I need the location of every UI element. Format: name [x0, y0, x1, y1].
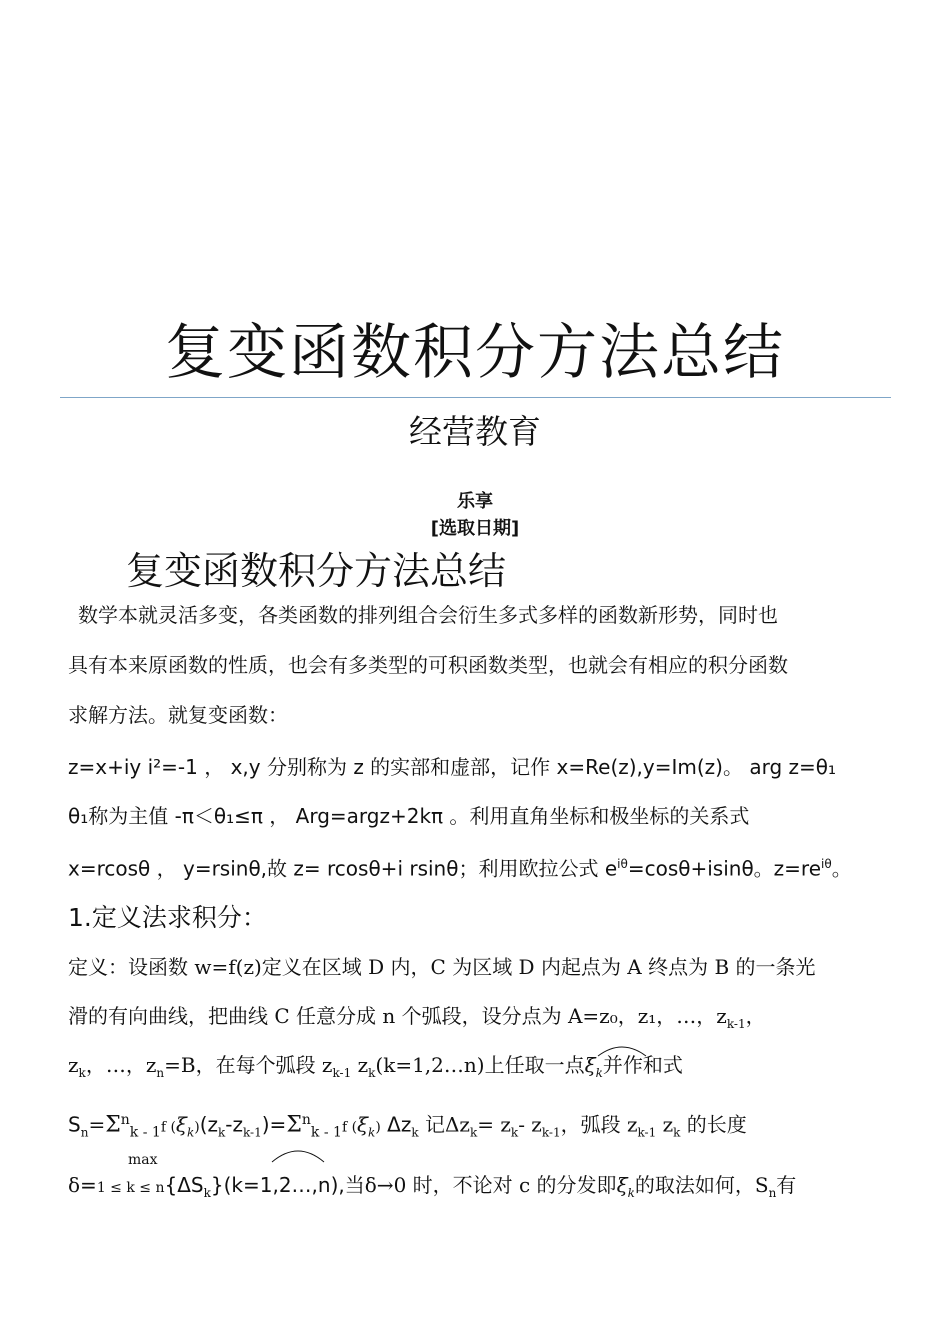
author-name: 乐享 [457, 491, 493, 512]
arc-mark-1 [596, 1044, 648, 1058]
limit-line: $\delta=1 \le k \le n\{\Delta S_k\}(k=1,2\dots,n)$,当δ→0 时，不论对 c 的分发即$\xi_k$的取法如何，$S_n$有 [68, 1173, 797, 1200]
section-title: 定义法求积分： [91, 903, 267, 932]
definition-line-3: $z_k$，…，$z_n=B$，在每个弧段 $z_{k-1}$ $z_k(k=1,2\dots n)$上任取一点$\xi_k$并作和式 [68, 1053, 683, 1080]
content-heading: 复变函数积分方法总结 [126, 549, 507, 593]
formula-line-1: z=x+iy i²=-1 ， x,y 分别称为 z 的实部和虚部，记作 x=Re(z),y=Im(z)。 arg z=θ₁ [68, 755, 837, 779]
title-divider [60, 397, 891, 398]
document-subtitle: 经营教育 [409, 412, 541, 451]
section-1-heading [68, 898, 267, 934]
document-title: 复变函数积分方法总结 [165, 318, 785, 388]
definition-line-1: 定义：设函数 w=f(z)定义在区域 D 内，C 为区域 D 内起点为 A 终点为 B 的一条光 [68, 955, 816, 979]
section-number: 1. [68, 903, 92, 932]
arc-mark-2 [270, 1148, 326, 1164]
date-placeholder[interactable]: [选取日期] [430, 518, 520, 539]
definition-line-2: 滑的有向曲线，把曲线 C 任意分成 n 个弧段，设分点为 A=z₀，z₁，…，$z_{k-1}$， [68, 1004, 766, 1031]
xi-symbol: ξ [584, 1053, 596, 1077]
formula-line-2: θ₁称为主值 -π＜θ₁≤π ， Arg=argz+2kπ 。利用直角坐标和极坐标的关系式 [68, 804, 750, 828]
intro-line-3: 求解方法。就复变函数： [68, 703, 288, 727]
intro-line-2: 具有本来原函数的性质，也会有多类型的可积函数类型，也就会有相应的积分函数 [68, 653, 788, 677]
sigma-symbol-1: Σ [105, 1112, 121, 1138]
sigma-symbol-2: Σ [286, 1112, 302, 1138]
max-label: max [128, 1152, 158, 1168]
formula-line-3: x=rcosθ ， y=rsinθ,故 z= rcosθ+i rsinθ；利用欧拉公式 $e^{i\theta}=\cos\theta+isin\theta$。$z=re^{i\theta}$。 [68, 856, 852, 881]
riemann-sum-line: $S_n=\Sigma^n_{k - 1}f$ $(\xi_k)(z_k-z_{k-1})=\Sigma^n_{k - 1}f$ $(\xi_k)$ $\Delta z_k$ 记$\Delta z_k= z_k-$ $z_{k-1}$，弧段 $z_{k-1}$ $z_k$ 的长度 [68, 1112, 747, 1141]
intro-line-1: 数学本就灵活多变，各类函数的排列组合会衍生多式多样的函数新形势，同时也 [78, 603, 778, 627]
